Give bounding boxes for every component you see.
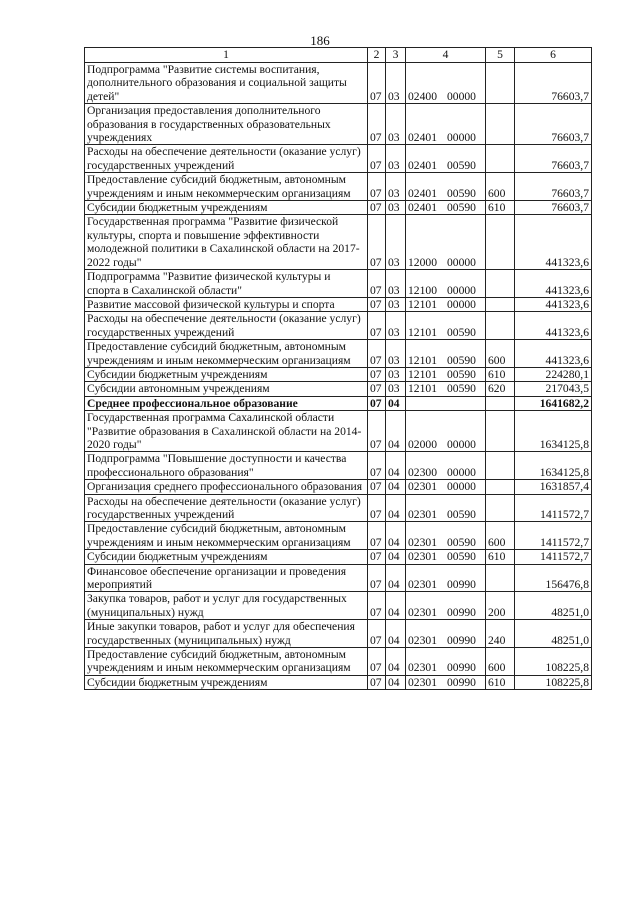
row-subsection: 03 xyxy=(386,145,406,173)
row-expense-type xyxy=(486,564,515,592)
row-name: Субсидии автономным учреждениям xyxy=(85,382,368,396)
header-col-6: 6 xyxy=(515,48,592,63)
row-name: Иные закупки товаров, работ и услуг для обеспечения государственных (муниципальных) нужд xyxy=(85,620,368,648)
table-row xyxy=(85,480,592,494)
target-article-program-code: 02301 xyxy=(408,661,437,675)
target-article-program-code: 12101 xyxy=(408,382,437,396)
row-expense-type: 610 xyxy=(486,675,515,689)
row-amount: 1411572,7 xyxy=(515,494,592,522)
table-row xyxy=(85,675,592,689)
row-target-article xyxy=(406,522,486,550)
target-article-direction-code: 00590 xyxy=(446,325,476,339)
row-amount: 48251,0 xyxy=(515,620,592,648)
row-name: Предоставление субсидий бюджетным, автономным учреждениям и иным некоммерческим организациям xyxy=(85,173,368,201)
row-name: Расходы на обеспечение деятельности (оказание услуг) государственных учреждений xyxy=(85,312,368,340)
row-section: 07 xyxy=(368,592,386,620)
row-section: 07 xyxy=(368,550,386,564)
row-section: 07 xyxy=(368,270,386,298)
row-subsection: 03 xyxy=(386,297,406,311)
table-row xyxy=(85,648,592,676)
target-article-direction-code: 00590 xyxy=(446,382,476,396)
row-target-article xyxy=(406,104,486,145)
row-section: 07 xyxy=(368,340,386,368)
target-article-direction-code: 00590 xyxy=(446,508,476,521)
row-subsection: 04 xyxy=(386,564,406,592)
row-expense-type: 610 xyxy=(486,367,515,381)
row-section: 07 xyxy=(368,63,386,104)
table-row xyxy=(85,215,592,270)
target-article-program-code: 02000 xyxy=(408,437,437,451)
row-target-article xyxy=(406,312,486,340)
row-target-article xyxy=(406,173,486,201)
table-row xyxy=(85,63,592,104)
row-expense-type: 240 xyxy=(486,620,515,648)
target-article-program-code: 02401 xyxy=(408,201,437,215)
row-expense-type xyxy=(486,215,515,270)
target-article-direction-code: 00000 xyxy=(446,255,476,269)
row-amount: 1641682,2 xyxy=(515,396,592,410)
target-article-direction-code: 00990 xyxy=(446,605,476,619)
row-subsection: 03 xyxy=(386,270,406,298)
row-subsection: 04 xyxy=(386,494,406,522)
target-article-direction-code: 00990 xyxy=(446,633,476,647)
target-article-program-code: 02300 xyxy=(408,465,437,479)
table-row xyxy=(85,340,592,368)
table-row xyxy=(85,411,592,452)
row-target-article xyxy=(406,340,486,368)
row-section: 07 xyxy=(368,411,386,452)
row-expense-type xyxy=(486,411,515,452)
header-col-2: 2 xyxy=(368,48,386,63)
target-article-direction-code: 00000 xyxy=(446,131,476,145)
row-subsection: 04 xyxy=(386,550,406,564)
target-article-direction-code: 00590 xyxy=(446,367,476,381)
target-article-program-code: 12101 xyxy=(408,297,437,311)
row-name: Организация среднего профессионального образования xyxy=(85,480,368,494)
row-name: Государственная программа "Развитие физической культуры, спорта и повышение эффективности молодежной политики в Сахалинской области на 2017-2022 годы" xyxy=(85,215,368,270)
row-target-article xyxy=(406,564,486,592)
row-amount: 156476,8 xyxy=(515,564,592,592)
row-target-article xyxy=(406,648,486,676)
row-amount: 441323,6 xyxy=(515,297,592,311)
table-row xyxy=(85,367,592,381)
header-col-4: 4 xyxy=(406,48,486,63)
row-name: Организация предоставления дополнительного образования в государственных образовательных учреждениях xyxy=(85,104,368,145)
row-section: 07 xyxy=(368,312,386,340)
row-amount: 76603,7 xyxy=(515,173,592,201)
target-article-direction-code: 00590 xyxy=(446,186,476,200)
row-section: 07 xyxy=(368,480,386,494)
table-row xyxy=(85,104,592,145)
row-section: 07 xyxy=(368,104,386,145)
target-article-program-code: 12000 xyxy=(408,255,437,269)
row-name: Предоставление субсидий бюджетным, автономным учреждениям и иным некоммерческим организациям xyxy=(85,648,368,676)
target-article-program-code: 12101 xyxy=(408,353,437,367)
target-article-program-code: 02301 xyxy=(408,508,437,521)
target-article-program-code: 02301 xyxy=(408,605,437,619)
header-col-1: 1 xyxy=(85,48,368,63)
target-article-program-code: 02301 xyxy=(408,633,437,647)
table-row xyxy=(85,522,592,550)
target-article-program-code: 12101 xyxy=(408,367,437,381)
row-name: Субсидии бюджетным учреждениям xyxy=(85,550,368,564)
row-section: 07 xyxy=(368,648,386,676)
row-expense-type: 620 xyxy=(486,382,515,396)
row-expense-type xyxy=(486,452,515,480)
row-expense-type xyxy=(486,297,515,311)
row-name: Среднее профессиональное образование xyxy=(85,396,368,410)
row-amount: 441323,6 xyxy=(515,270,592,298)
table-row xyxy=(85,550,592,564)
row-target-article xyxy=(406,145,486,173)
target-article-program-code: 12100 xyxy=(408,283,437,297)
target-article-program-code: 02301 xyxy=(408,480,437,494)
row-target-article xyxy=(406,382,486,396)
row-name: Развитие массовой физической культуры и спорта xyxy=(85,297,368,311)
row-expense-type: 600 xyxy=(486,522,515,550)
row-subsection: 04 xyxy=(386,592,406,620)
row-amount: 1634125,8 xyxy=(515,452,592,480)
target-article-direction-code: 00590 xyxy=(446,353,476,367)
row-subsection: 03 xyxy=(386,215,406,270)
row-name: Подпрограмма "Развитие системы воспитания, дополнительного образования и социальной защиты детей" xyxy=(85,63,368,104)
row-amount: 76603,7 xyxy=(515,201,592,215)
row-expense-type xyxy=(486,145,515,173)
target-article-program-code: 02301 xyxy=(408,675,437,689)
row-target-article xyxy=(406,411,486,452)
target-article-direction-code: 00590 xyxy=(446,550,476,564)
row-name: Субсидии бюджетным учреждениям xyxy=(85,367,368,381)
row-amount: 1631857,4 xyxy=(515,480,592,494)
row-target-article xyxy=(406,215,486,270)
table-row xyxy=(85,620,592,648)
target-article-program-code: 02301 xyxy=(408,578,437,592)
row-amount: 441323,6 xyxy=(515,340,592,368)
row-target-article xyxy=(406,550,486,564)
row-amount: 1411572,7 xyxy=(515,550,592,564)
row-subsection: 04 xyxy=(386,452,406,480)
row-target-article xyxy=(406,396,486,410)
row-subsection: 03 xyxy=(386,367,406,381)
target-article-program-code: 02400 xyxy=(408,89,437,103)
row-section: 07 xyxy=(368,564,386,592)
row-section: 07 xyxy=(368,522,386,550)
row-subsection: 03 xyxy=(386,104,406,145)
row-subsection: 04 xyxy=(386,620,406,648)
row-amount: 48251,0 xyxy=(515,592,592,620)
row-subsection: 03 xyxy=(386,173,406,201)
target-article-direction-code: 00990 xyxy=(446,661,476,675)
row-name: Субсидии бюджетным учреждениям xyxy=(85,201,368,215)
budget-table xyxy=(84,47,592,690)
row-section: 07 xyxy=(368,620,386,648)
row-expense-type: 200 xyxy=(486,592,515,620)
row-name: Расходы на обеспечение деятельности (оказание услуг) государственных учреждений xyxy=(85,494,368,522)
row-section: 07 xyxy=(368,675,386,689)
row-amount: 224280,1 xyxy=(515,367,592,381)
table-row xyxy=(85,396,592,410)
row-subsection: 04 xyxy=(386,396,406,410)
row-amount: 1411572,7 xyxy=(515,522,592,550)
row-target-article xyxy=(406,367,486,381)
row-amount: 76603,7 xyxy=(515,145,592,173)
row-section: 07 xyxy=(368,396,386,410)
row-expense-type: 610 xyxy=(486,550,515,564)
target-article-direction-code: 00000 xyxy=(446,89,476,103)
row-target-article xyxy=(406,297,486,311)
target-article-program-code: 02401 xyxy=(408,131,437,145)
row-expense-type: 600 xyxy=(486,340,515,368)
row-target-article xyxy=(406,63,486,104)
row-section: 07 xyxy=(368,367,386,381)
target-article-direction-code: 00000 xyxy=(446,283,476,297)
row-section: 07 xyxy=(368,173,386,201)
row-subsection: 03 xyxy=(386,382,406,396)
row-expense-type xyxy=(486,63,515,104)
target-article-direction-code: 00000 xyxy=(446,437,476,451)
row-name: Подпрограмма "Повышение доступности и качества профессионального образования" xyxy=(85,452,368,480)
target-article-direction-code: 00990 xyxy=(446,578,476,592)
row-amount: 76603,7 xyxy=(515,63,592,104)
row-expense-type xyxy=(486,396,515,410)
row-target-article xyxy=(406,480,486,494)
table-row xyxy=(85,382,592,396)
target-article-direction-code: 00990 xyxy=(446,675,476,689)
row-expense-type: 610 xyxy=(486,201,515,215)
target-article-direction-code: 00590 xyxy=(446,158,476,172)
row-section: 07 xyxy=(368,145,386,173)
row-subsection: 03 xyxy=(386,201,406,215)
row-subsection: 04 xyxy=(386,522,406,550)
row-amount: 441323,6 xyxy=(515,312,592,340)
row-subsection: 03 xyxy=(386,63,406,104)
table-row xyxy=(85,270,592,298)
row-expense-type xyxy=(486,494,515,522)
row-subsection: 03 xyxy=(386,340,406,368)
row-subsection: 04 xyxy=(386,675,406,689)
table-row xyxy=(85,564,592,592)
target-article-program-code: 02301 xyxy=(408,535,437,549)
row-section: 07 xyxy=(368,297,386,311)
row-name: Закупка товаров, работ и услуг для государственных (муниципальных) нужд xyxy=(85,592,368,620)
table-row xyxy=(85,297,592,311)
row-amount: 441323,6 xyxy=(515,215,592,270)
row-name: Предоставление субсидий бюджетным, автономным учреждениям и иным некоммерческим организациям xyxy=(85,522,368,550)
row-target-article xyxy=(406,592,486,620)
row-target-article xyxy=(406,620,486,648)
row-amount: 76603,7 xyxy=(515,104,592,145)
row-amount: 217043,5 xyxy=(515,382,592,396)
row-amount: 108225,8 xyxy=(515,675,592,689)
row-section: 07 xyxy=(368,201,386,215)
row-expense-type xyxy=(486,480,515,494)
row-section: 07 xyxy=(368,452,386,480)
row-expense-type: 600 xyxy=(486,173,515,201)
row-target-article xyxy=(406,270,486,298)
row-name: Расходы на обеспечение деятельности (оказание услуг) государственных учреждений xyxy=(85,145,368,173)
target-article-direction-code: 00590 xyxy=(446,535,476,549)
row-expense-type xyxy=(486,312,515,340)
row-expense-type: 600 xyxy=(486,648,515,676)
header-col-5: 5 xyxy=(486,48,515,63)
header-col-3: 3 xyxy=(386,48,406,63)
row-amount: 1634125,8 xyxy=(515,411,592,452)
target-article-program-code: 02401 xyxy=(408,158,437,172)
row-name: Подпрограмма "Развитие физической культуры и спорта в Сахалинской области" xyxy=(85,270,368,298)
target-article-program-code: 12101 xyxy=(408,325,437,339)
row-target-article xyxy=(406,201,486,215)
row-subsection: 04 xyxy=(386,411,406,452)
row-name: Предоставление субсидий бюджетным, автономным учреждениям и иным некоммерческим организациям xyxy=(85,340,368,368)
row-name: Государственная программа Сахалинской области "Развитие образования в Сахалинской области на 2014-2020 годы" xyxy=(85,411,368,452)
row-section: 07 xyxy=(368,494,386,522)
table-row xyxy=(85,494,592,522)
row-section: 07 xyxy=(368,382,386,396)
table-row xyxy=(85,145,592,173)
row-subsection: 04 xyxy=(386,648,406,676)
target-article-direction-code: 00000 xyxy=(446,480,476,494)
row-target-article xyxy=(406,675,486,689)
table-row xyxy=(85,173,592,201)
target-article-direction-code: 00000 xyxy=(446,465,476,479)
row-name: Субсидии бюджетным учреждениям xyxy=(85,675,368,689)
row-target-article xyxy=(406,452,486,480)
page-number: 186 xyxy=(310,33,330,48)
table-row xyxy=(85,452,592,480)
table-row xyxy=(85,312,592,340)
target-article-program-code: 02301 xyxy=(408,550,437,564)
row-expense-type xyxy=(486,270,515,298)
row-subsection: 03 xyxy=(386,312,406,340)
table-body xyxy=(85,63,592,690)
row-section: 07 xyxy=(368,215,386,270)
target-article-direction-code: 00590 xyxy=(446,201,476,215)
row-name: Финансовое обеспечение организации и проведения мероприятий xyxy=(85,564,368,592)
row-target-article xyxy=(406,494,486,522)
row-subsection: 04 xyxy=(386,480,406,494)
target-article-program-code: 02401 xyxy=(408,186,437,200)
table-row xyxy=(85,201,592,215)
row-expense-type xyxy=(486,104,515,145)
header-row xyxy=(85,48,592,63)
row-amount: 108225,8 xyxy=(515,648,592,676)
target-article-direction-code: 00000 xyxy=(446,297,476,311)
table-row xyxy=(85,592,592,620)
